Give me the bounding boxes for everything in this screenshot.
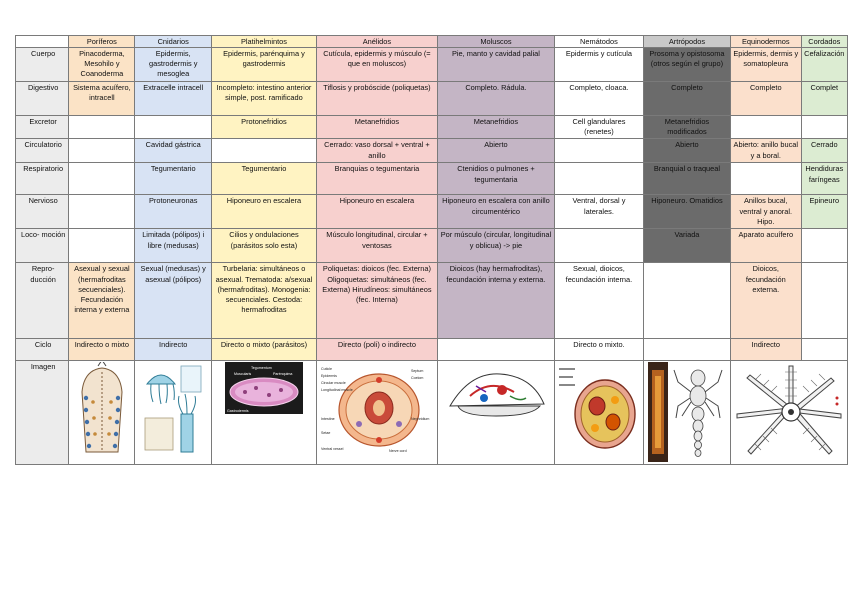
header-nematodos: Nemátodos — [554, 36, 643, 48]
cell-respiratorio-cordados: Hendiduras faríngeas — [801, 163, 847, 195]
label-setae: Setae — [320, 431, 331, 436]
cell-respiratorio-platihelmintos: Tegumentario — [211, 163, 316, 195]
header-row — [16, 36, 848, 48]
cell-reproduccion-equinodermos: Dioicos, fecundación externa. — [730, 263, 801, 339]
label-ventral-vessel: Ventral vessel — [320, 447, 344, 452]
cell-circulatorio-cnidarios: Cavidad gástrica — [135, 139, 212, 163]
row-cuerpo — [16, 48, 848, 82]
cell-ciclo-equinodermos: Indirecto — [730, 339, 801, 361]
cell-ciclo-artropodos — [643, 339, 730, 361]
cell-reproduccion-poriferos: Asexual y sexual (hermafroditas secuenciales). Fecundación interna y externa — [69, 263, 135, 339]
cell-cuerpo-nematodos: Epidermis y cutícula — [554, 48, 643, 82]
cell-digestivo-moluscos: Completo. Rádula. — [437, 82, 554, 116]
label-tegumentum: Tegumentum — [250, 366, 272, 371]
cell-digestivo-cnidarios: Extracelle intracell — [135, 82, 212, 116]
cell-cuerpo-poriferos: Pinacoderma, Mesohilo y Coanoderma — [69, 48, 135, 82]
cell-respiratorio-moluscos: Ctenidios o pulmones + tegumentaria — [437, 163, 554, 195]
comparison-table — [15, 35, 848, 465]
row-excretor — [16, 116, 848, 139]
cell-excretor-platihelmintos: Protonefridios — [211, 116, 316, 139]
echinoderm-diagram — [733, 362, 845, 462]
cell-circulatorio-cordados: Cerrado — [801, 139, 847, 163]
cell-circulatorio-artropodos: Abierto — [643, 139, 730, 163]
cell-excretor-anelidos: Metanefridios — [316, 116, 437, 139]
cell-imagen-equinodermos — [730, 361, 847, 465]
cnidarian-diagram — [141, 362, 205, 454]
cell-reproduccion-platihelmintos: Turbelaria: simultáneos o asexual. Trematoda: a/sexual (hermafroditas). Monogenia: secuenciales. Cestoda: hermafroditas — [211, 263, 316, 339]
cell-cuerpo-cnidarios: Epidermis, gastrodermis y mesoglea — [135, 48, 212, 82]
cell-imagen-nematodos — [554, 361, 643, 465]
header-artropodos: Artrópodos — [643, 36, 730, 48]
cell-digestivo-anelidos: Tiflosis y probóscide (poliquetas) — [316, 82, 437, 116]
row-label-nervioso: Nervioso — [16, 195, 69, 229]
cell-cuerpo-artropodos: Prosoma y opistosoma (otros según el grupo) — [643, 48, 730, 82]
cell-respiratorio-artropodos: Branquial o traqueal — [643, 163, 730, 195]
cell-imagen-anelidos — [316, 361, 437, 465]
cell-nervioso-poriferos — [69, 195, 135, 229]
label-cuticle: Cuticle — [320, 367, 332, 372]
cell-locomocion-poriferos — [69, 229, 135, 263]
cell-locomocion-moluscos: Por músculo (circular, longitudinal y oblicua) -> pie — [437, 229, 554, 263]
cell-ciclo-cordados — [801, 339, 847, 361]
cell-imagen-artropodos — [643, 361, 730, 465]
cell-nervioso-artropodos: Hiponeuro. Omatidios — [643, 195, 730, 229]
cell-nervioso-platihelmintos: Hiponeuro en escalera — [211, 195, 316, 229]
row-circulatorio — [16, 139, 848, 163]
cell-nervioso-nematodos: Ventral, dorsal y laterales. — [554, 195, 643, 229]
row-nervioso — [16, 195, 848, 229]
cell-circulatorio-nematodos — [554, 139, 643, 163]
label-muscularis: Muscularis — [233, 372, 252, 377]
cell-imagen-moluscos — [437, 361, 554, 465]
cell-respiratorio-nematodos — [554, 163, 643, 195]
row-imagen — [16, 361, 848, 465]
row-label-cuerpo: Cuerpo — [16, 48, 69, 82]
label-nerve-cord: Nerve cord — [388, 449, 407, 454]
cell-locomocion-cordados — [801, 229, 847, 263]
header-cnidarios: Cnidarios — [135, 36, 212, 48]
cell-digestivo-poriferos: Sistema acuífero, intracell — [69, 82, 135, 116]
cell-excretor-poriferos — [69, 116, 135, 139]
row-label-respiratorio: Respiratorio — [16, 163, 69, 195]
cell-cuerpo-moluscos: Pie, manto y cavidad palial — [437, 48, 554, 82]
row-respiratorio — [16, 163, 848, 195]
cell-ciclo-cnidarios: Indirecto — [135, 339, 212, 361]
header-cordados: Cordados — [801, 36, 847, 48]
cell-circulatorio-poriferos — [69, 139, 135, 163]
label-intestine: Intestine — [320, 417, 335, 422]
cell-digestivo-nematodos: Completo, cloaca. — [554, 82, 643, 116]
row-digestivo — [16, 82, 848, 116]
cell-locomocion-artropodos: Variada — [643, 229, 730, 263]
cell-excretor-nematodos: Cell glandulares (renetes) — [554, 116, 643, 139]
row-reproduccion — [16, 263, 848, 339]
cell-reproduccion-nematodos: Sexual, dioicos, fecundación interna. — [554, 263, 643, 339]
cell-imagen-platihelmintos — [211, 361, 316, 465]
row-label-excretor: Excretor — [16, 116, 69, 139]
cell-respiratorio-cnidarios: Tegumentario — [135, 163, 212, 195]
label-nephridium: Nephridium — [410, 417, 430, 422]
cell-ciclo-platihelmintos: Directo o mixto (parásitos) — [211, 339, 316, 361]
cell-reproduccion-anelidos: Poliquetas: dioicos (fec. Externa) Oligoquetas: simultáneos (fec. Externa) Hirudíneos: simultáneos (fec. Interna) — [316, 263, 437, 339]
mollusc-diagram — [440, 362, 552, 422]
cell-reproduccion-moluscos: Dioicos (hay hermafroditas), fecundación interna y externa. — [437, 263, 554, 339]
row-label-digestivo: Digestivo — [16, 82, 69, 116]
cell-reproduccion-cnidarios: Sexual (medusas) y asexual (pólipos) — [135, 263, 212, 339]
cell-excretor-cnidarios — [135, 116, 212, 139]
cell-excretor-moluscos: Metanefridios — [437, 116, 554, 139]
cell-digestivo-platihelmintos: Incompleto: intestino anterior simple, post. ramificado — [211, 82, 316, 116]
row-label-circulatorio: Circulatorio — [16, 139, 69, 163]
cell-reproduccion-artropodos — [643, 263, 730, 339]
row-label-ciclo: Ciclo — [16, 339, 69, 361]
flatworm-cross-section — [225, 362, 303, 414]
cell-ciclo-poriferos: Indirecto o mixto — [69, 339, 135, 361]
cell-excretor-equinodermos — [730, 116, 801, 139]
cell-locomocion-equinodermos: Aparato acuífero — [730, 229, 801, 263]
cell-cuerpo-equinodermos: Epidermis, dermis y somatopleura — [730, 48, 801, 82]
cell-respiratorio-poriferos — [69, 163, 135, 195]
row-label-imagen: Imagen — [16, 361, 69, 465]
cell-cuerpo-platihelmintos: Epidermis, parénquima y gastrodermis — [211, 48, 316, 82]
row-locomocion — [16, 229, 848, 263]
label-parenquima: Parénquima — [272, 372, 293, 377]
cell-ciclo-nematodos: Directo o mixto. — [554, 339, 643, 361]
cell-imagen-cnidarios — [135, 361, 212, 465]
label-gastrodermis: Gastrodermis — [226, 409, 249, 414]
label-circular-muscle: Circular muscle — [320, 381, 346, 386]
cell-nervioso-equinodermos: Anillos bucal, ventral y anoral. Hipo. — [730, 195, 801, 229]
nematode-cross-section — [557, 362, 641, 456]
cell-digestivo-equinodermos: Completo — [730, 82, 801, 116]
label-longitudinal-muscle: Longitudinal muscle — [320, 388, 353, 393]
cell-respiratorio-anelidos: Branquias o tegumentaria — [316, 163, 437, 195]
cell-nervioso-cordados: Epineuro — [801, 195, 847, 229]
cell-locomocion-platihelmintos: Cilios y ondulaciones (parásitos solo esta) — [211, 229, 316, 263]
cell-ciclo-anelidos: Directo (poli) o indirecto — [316, 339, 437, 361]
cell-ciclo-moluscos — [437, 339, 554, 361]
sponge-diagram — [72, 362, 132, 454]
label-coelom: Coelom — [410, 376, 424, 381]
row-label-locomocion: Loco- moción — [16, 229, 69, 263]
header-poriferos: Poríferos — [69, 36, 135, 48]
cell-circulatorio-platihelmintos — [211, 139, 316, 163]
cell-imagen-poriferos — [69, 361, 135, 465]
cell-excretor-artropodos: Metanefridios modificados — [643, 116, 730, 139]
header-equinodermos: Equinodermos — [730, 36, 801, 48]
cell-nervioso-anelidos: Hiponeuro en escalera — [316, 195, 437, 229]
header-platihelmintos: Platihelmintos — [211, 36, 316, 48]
annelid-cross-section — [319, 362, 435, 454]
cell-reproduccion-cordados — [801, 263, 847, 339]
arthropod-diagram — [648, 362, 726, 462]
header-anelidos: Anélidos — [316, 36, 437, 48]
cell-circulatorio-equinodermos: Abierto: anillo bucal y a boral. — [730, 139, 801, 163]
header-moluscos: Moluscos — [437, 36, 554, 48]
cell-excretor-cordados — [801, 116, 847, 139]
label-epidermis: Epidermis — [320, 374, 337, 379]
row-label-reproduccion: Repro- ducción — [16, 263, 69, 339]
cell-cuerpo-cordados: Cefalización — [801, 48, 847, 82]
cell-digestivo-artropodos: Completo — [643, 82, 730, 116]
cell-circulatorio-moluscos: Abierto — [437, 139, 554, 163]
header-corner — [16, 36, 69, 48]
cell-nervioso-cnidarios: Protoneuronas — [135, 195, 212, 229]
cell-locomocion-anelidos: Músculo longitudinal, circular + ventosas — [316, 229, 437, 263]
cell-respiratorio-equinodermos — [730, 163, 801, 195]
cell-circulatorio-anelidos: Cerrado: vaso dorsal + ventral + anillo — [316, 139, 437, 163]
label-septum: Septum — [410, 369, 424, 374]
cell-locomocion-nematodos — [554, 229, 643, 263]
cell-locomocion-cnidarios: Limitada (pólipos) i libre (medusas) — [135, 229, 212, 263]
cell-nervioso-moluscos: Hiponeuro en escalera con anillo circumentérico — [437, 195, 554, 229]
row-ciclo — [16, 339, 848, 361]
cell-cuerpo-anelidos: Cutícula, epidermis y músculo (= que en moluscos) — [316, 48, 437, 82]
cell-digestivo-cordados: Complet — [801, 82, 847, 116]
